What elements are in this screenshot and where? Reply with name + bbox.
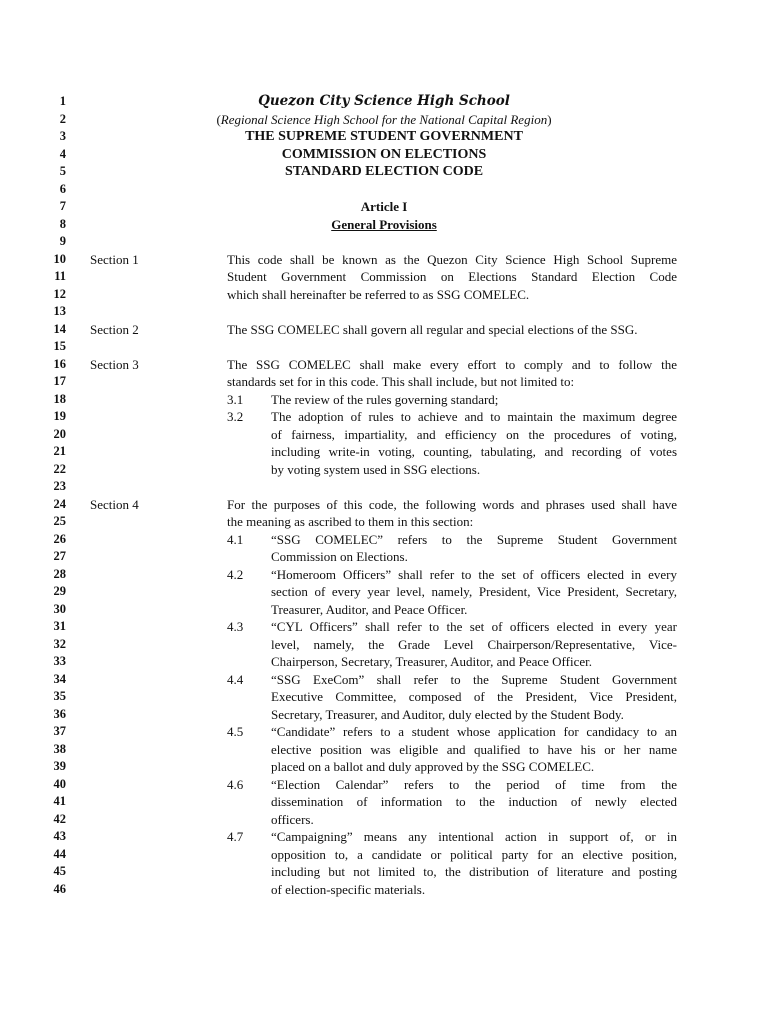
item-4-1-number: 4.1 bbox=[227, 532, 244, 547]
line-number: 9 bbox=[59, 234, 66, 248]
line-number: 32 bbox=[53, 636, 66, 651]
line-number: 13 bbox=[53, 304, 66, 318]
section-3-text-line: The SSG COMELEC shall make every effort to comply and to follow the bbox=[227, 357, 677, 372]
article-subtitle: General Provisions bbox=[331, 217, 437, 232]
item-4-2-number: 4.2 bbox=[227, 567, 244, 582]
item-3-2-text-line: The adoption of rules to achieve and to maintain the maximum degree bbox=[271, 409, 677, 424]
item-4-6-number: 4.6 bbox=[227, 777, 244, 792]
line-number: 26 bbox=[53, 531, 66, 546]
line-number: 27 bbox=[53, 549, 66, 563]
line-number: 17 bbox=[53, 374, 66, 388]
line-number: 6 bbox=[59, 181, 66, 196]
line-number: 24 bbox=[53, 496, 66, 511]
item-3-2-text-line: by voting system used in SSG elections. bbox=[271, 462, 481, 477]
item-3-2-text-line: including write-in voting, counting, tabulating, and recording of votes bbox=[271, 444, 677, 459]
item-4-7-text-line: opposition to, a candidate or political party for an elective position, bbox=[271, 847, 677, 862]
line-number: 18 bbox=[53, 391, 66, 406]
section-1-label: Section 1 bbox=[90, 252, 139, 267]
item-4-2-text-line: Treasurer, Auditor, and Peace Officer. bbox=[271, 602, 468, 617]
subtitle-text: Regional Science High School for the National Capital Region bbox=[220, 112, 548, 127]
line-number: 12 bbox=[53, 286, 66, 301]
line-number: 46 bbox=[53, 881, 66, 896]
line-number: 22 bbox=[53, 461, 66, 476]
item-4-2-text-line: “Homeroom Officers” shall refer to the set of officers elected in every bbox=[271, 567, 677, 582]
line-number: 33 bbox=[53, 654, 66, 668]
line-number: 41 bbox=[53, 794, 66, 808]
line-number: 43 bbox=[53, 829, 66, 843]
line-number: 16 bbox=[53, 356, 66, 371]
item-4-3-text-line: Chairperson, Secretary, Treasurer, Auditor, and Peace Officer. bbox=[271, 654, 592, 669]
item-4-4-text-line: Secretary, Treasurer, and Auditor, duly elected by the Student Body. bbox=[271, 707, 624, 722]
school-subtitle bbox=[0, 111, 768, 128]
item-4-6-text-line: “Election Calendar” refers to the period of time from the bbox=[271, 777, 677, 792]
item-4-7-text-line: including but not limited to, the distribution of literature and posting bbox=[271, 864, 677, 879]
line-number: 14 bbox=[53, 321, 66, 336]
section-3-label: Section 3 bbox=[90, 357, 139, 372]
item-4-7-text-line: “Campaigning” means any intentional action in support of, or in bbox=[271, 829, 677, 844]
line-number: 45 bbox=[53, 864, 66, 878]
section-3-text-line: standards set for in this code. This shall include, but not limited to: bbox=[227, 374, 575, 389]
line-number: 36 bbox=[53, 706, 66, 721]
item-4-4-text-line: Executive Committee, composed of the President, Vice President, bbox=[271, 689, 677, 704]
section-2-text-line: The SSG COMELEC shall govern all regular and special elections of the SSG. bbox=[227, 322, 638, 337]
line-number: 44 bbox=[53, 846, 66, 861]
subtitle-paren-close: ) bbox=[547, 112, 552, 127]
line-number: 25 bbox=[53, 514, 66, 528]
item-4-5-number: 4.5 bbox=[227, 724, 244, 739]
item-4-6-text-line: dissemination of information to the induction of newly elected bbox=[271, 794, 677, 809]
line-number: 23 bbox=[53, 479, 66, 493]
section-1-text-line: This code shall be known as the Quezon City Science High School Supreme bbox=[227, 252, 677, 267]
line-number: 34 bbox=[53, 671, 66, 686]
section-4-label: Section 4 bbox=[90, 497, 139, 512]
line-number: 40 bbox=[53, 776, 66, 791]
item-4-5-text-line: “Candidate” refers to a student whose application for candidacy to an bbox=[271, 724, 677, 739]
section-4-text-line: For the purposes of this code, the following words and phrases used shall have bbox=[227, 497, 677, 512]
item-3-2-text-line: of fairness, impartiality, and efficiency on the procedures of voting, bbox=[271, 427, 677, 442]
subtitle-paren-open: ( bbox=[216, 112, 221, 127]
title-line-3: STANDARD ELECTION CODE bbox=[284, 164, 484, 179]
item-4-1-text-line: Commission on Elections. bbox=[271, 549, 408, 564]
section-1-text-line: Student Government Commission on Elections Standard Election Code bbox=[227, 269, 677, 284]
line-number: 2 bbox=[59, 111, 66, 126]
item-4-6-text-line: officers. bbox=[271, 812, 314, 827]
item-4-7-number: 4.7 bbox=[227, 829, 244, 844]
article-title: Article I bbox=[360, 199, 408, 214]
line-number: 38 bbox=[53, 741, 66, 756]
line-number: 8 bbox=[59, 216, 66, 231]
item-4-5-text-line: elective position was eligible and qualified to have his or her name bbox=[271, 742, 677, 757]
item-4-2-text-line: section of every year level, namely, President, Vice President, Secretary, bbox=[271, 584, 677, 599]
item-4-7-text-line: of election-specific materials. bbox=[271, 882, 426, 897]
section-2-label: Section 2 bbox=[90, 322, 139, 337]
title-line-1: THE SUPREME STUDENT GOVERNMENT bbox=[245, 129, 523, 144]
line-number: 5 bbox=[59, 164, 66, 178]
line-number: 39 bbox=[53, 759, 66, 773]
line-number: 11 bbox=[54, 269, 66, 283]
line-number: 35 bbox=[53, 689, 66, 703]
line-number: 3 bbox=[59, 129, 66, 143]
item-3-2-number: 3.2 bbox=[227, 409, 244, 424]
line-number: 37 bbox=[53, 724, 66, 738]
line-number: 29 bbox=[53, 584, 66, 598]
line-number: 42 bbox=[53, 811, 66, 826]
item-3-1-number: 3.1 bbox=[227, 392, 244, 407]
section-4-text-line: the meaning as ascribed to them in this section: bbox=[227, 514, 474, 529]
line-number: 30 bbox=[53, 601, 66, 616]
line-number: 10 bbox=[53, 251, 66, 266]
item-4-3-text-line: level, namely, the Grade Level Chairperson/Representative, Vice- bbox=[271, 637, 677, 652]
item-4-4-text-line: “SSG ExeCom” shall refer to the Supreme Student Government bbox=[271, 672, 677, 687]
item-4-4-number: 4.4 bbox=[227, 672, 244, 687]
line-number: 28 bbox=[53, 566, 66, 581]
line-number: 31 bbox=[53, 619, 66, 633]
item-4-3-text-line: “CYL Officers” shall refer to the set of officers elected in every year bbox=[271, 619, 677, 634]
line-number: 20 bbox=[53, 426, 66, 441]
line-number: 19 bbox=[53, 409, 66, 423]
line-number: 15 bbox=[53, 339, 66, 353]
item-4-3-number: 4.3 bbox=[227, 619, 244, 634]
line-number: 4 bbox=[59, 146, 66, 161]
section-1-text-line: which shall hereinafter be referred to as SSG COMELEC. bbox=[227, 287, 530, 302]
school-name: Quezon City Science High School bbox=[258, 93, 510, 109]
line-number: 21 bbox=[53, 444, 66, 458]
item-3-1-text-line: The review of the rules governing standard; bbox=[271, 392, 499, 407]
line-number: 7 bbox=[59, 199, 66, 213]
item-4-1-text-line: “SSG COMELEC” refers to the Supreme Student Government bbox=[271, 532, 677, 547]
item-4-5-text-line: placed on a ballot and duly approved by the SSG COMELEC. bbox=[271, 759, 595, 774]
title-line-2: COMMISSION ON ELECTIONS bbox=[281, 147, 487, 162]
line-number: 1 bbox=[59, 94, 66, 108]
